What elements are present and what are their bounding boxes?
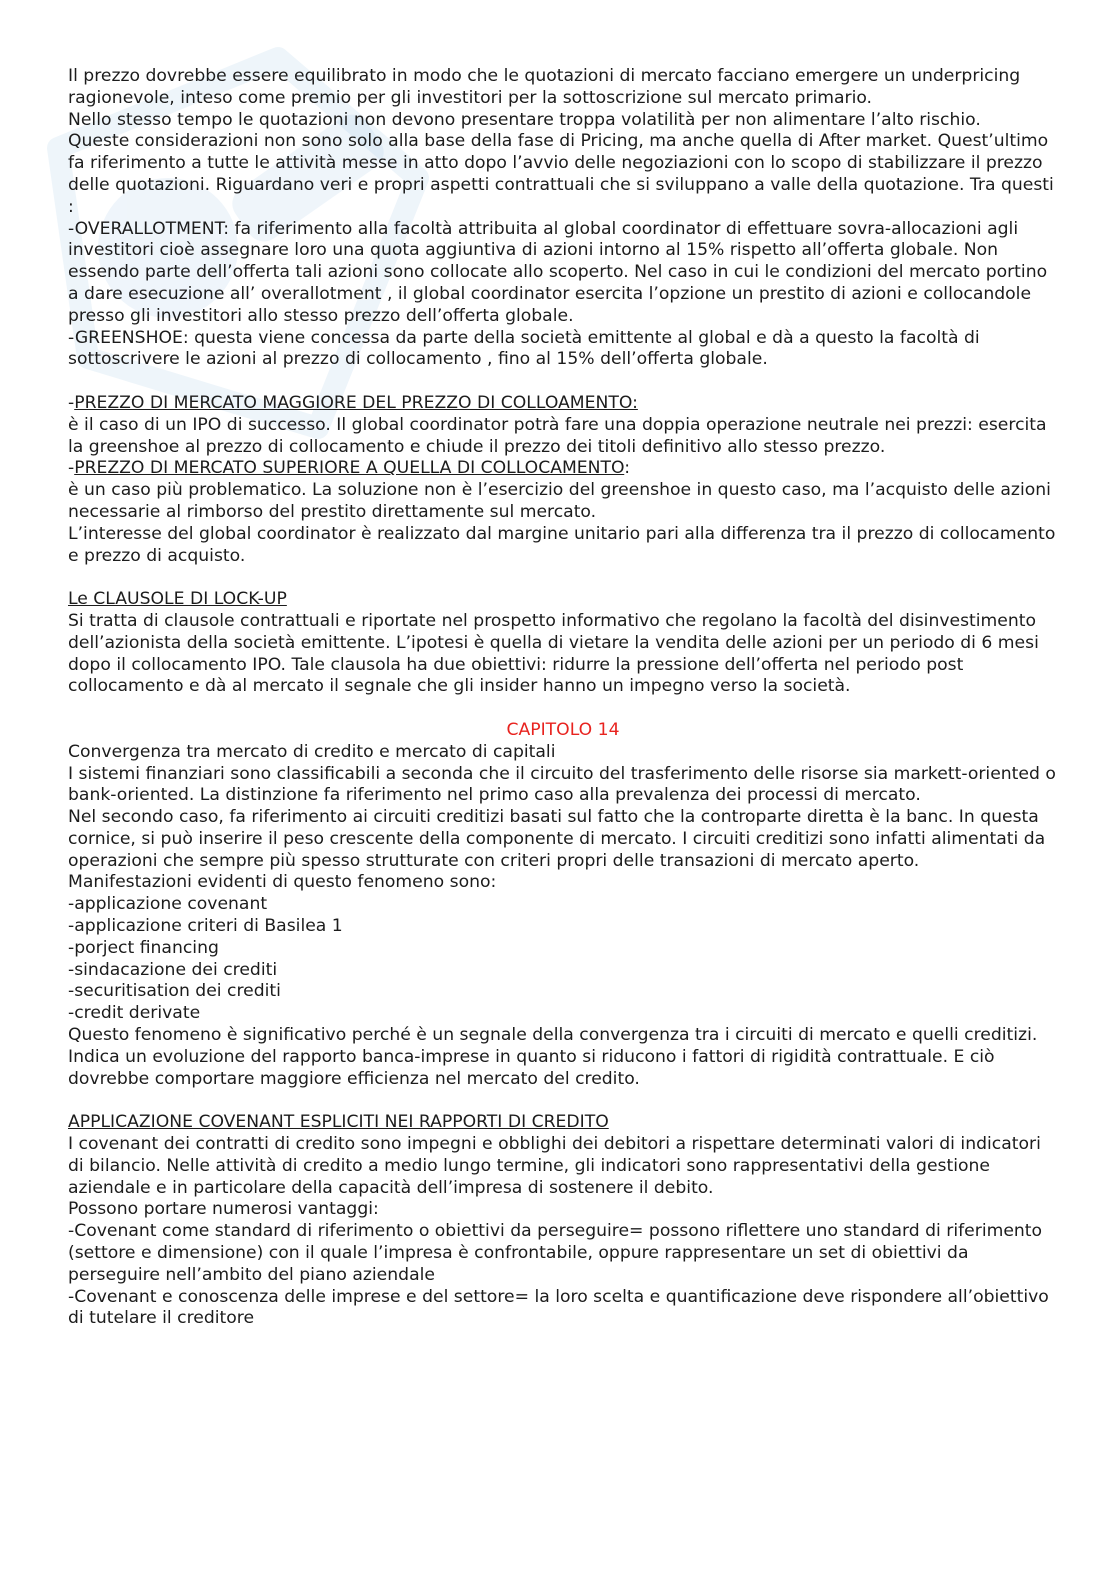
paragraph: -Covenant e conoscenza delle imprese e del settore= la loro scelta e quantificazione deve rispondere all’obiettivo di tutelare il creditore	[68, 1286, 1049, 1329]
paragraph: -applicazione covenant	[68, 894, 268, 915]
paragraph: -securitisation dei crediti	[68, 981, 281, 1002]
heading-prefix: -	[68, 458, 75, 479]
paragraph: -applicazione criteri di Basilea 1	[68, 916, 343, 937]
blank-line	[68, 1090, 1058, 1112]
paragraph: Convergenza tra mercato di credito e mercato di capitali	[68, 741, 556, 762]
paragraph: Nello stesso tempo le quotazioni non devono presentare troppa volatilità per non alimentare l’alto rischio.	[68, 109, 981, 130]
paragraph: Il prezzo dovrebbe essere equilibrato in modo che le quotazioni di mercato facciano emergere un underpricing ragionevole, inteso come premio per gli investitori per la sottoscrizione sul mercato primario.	[68, 66, 1021, 108]
paragraph: Indica un evoluzione del rapporto banca-imprese in quanto si riducono i fattori di rigidità contrattuale. E ciò dovrebbe comportare maggiore efficienza nel mercato del credito.	[68, 1046, 995, 1089]
blank-line	[68, 698, 1058, 720]
paragraph: -GREENSHOE: questa viene concessa da parte della società emittente al global e dà a questo la facoltà di sottoscrivere le azioni al prezzo di collocamento , fino al 15% dell’offerta globale.	[68, 327, 980, 370]
paragraph: Nel secondo caso, fa riferimento ai circuiti creditizi basati sul fatto che la controparte diretta è la banc. In questa cornice, si può inserire il peso crescente della componente di mercato. I circuiti creditizi sono infatti alimentati da operazioni che sempre più spesso strutturate con criteri propri delle transazioni di mercato aperto.	[68, 807, 1046, 871]
paragraph: Questo fenomeno è significativo perché è un segnale della convergenza tra i circuiti di mercato e quelli creditizi.	[68, 1025, 1038, 1046]
blank-line	[68, 371, 1058, 393]
heading-suffix: :	[624, 458, 631, 479]
section-heading	[68, 1112, 1058, 1134]
paragraph: I sistemi finanziari sono classificabili a seconda che il circuito del trasferimento delle risorse sia markett-oriented o bank-oriented. La distinzione fa riferimento nel primo caso alla prevalenza dei processi di mercato.	[68, 763, 1056, 806]
paragraph: Possono portare numerosi vantaggi:	[68, 1199, 379, 1220]
paragraph: Queste considerazioni non sono solo alla base della fase di Pricing, ma anche quella di After market. Quest’ultimo fa riferimento a tutte le attività messe in atto dopo l’avvio delle negoziazioni con lo scopo di stabilizzare il prezzo delle quotazioni. Riguardano veri e propri aspetti contrattuali che si sviluppano a valle della quotazione. Tra questi :	[68, 131, 1054, 217]
paragraph: L’interesse del global coordinator è realizzato dal margine unitario pari alla differenza tra il prezzo di collocamento e prezzo di acquisto.	[68, 523, 1056, 566]
heading-prefix: -	[68, 392, 75, 413]
paragraph: -credit derivate	[68, 1003, 201, 1024]
document-page	[68, 66, 1058, 1330]
section-heading	[68, 589, 1058, 611]
paragraph: -porject financing	[68, 937, 219, 958]
paragraph: -Covenant come standard di riferimento o obiettivi da perseguire= possono riflettere uno standard di riferimento (settore e dimensione) con il quale l’impresa è confrontabile, oppure rappresentare un set di obiettivi da perseguire nell’ambito del piano aziendale	[68, 1221, 1043, 1285]
section-heading	[68, 458, 1058, 480]
paragraph: Si tratta di clausole contrattuali e riportate nel prospetto informativo che regolano la facoltà del disinvestimento dell’azionista della società emittente. L’ipotesi è quella di vietare la vendita delle azioni per un periodo di 6 mesi dopo il collocamento IPO. Tale clausola ha due obiettivi: ridurre la pressione dell’offerta nel periodo post collocamento e dà al mercato il segnale che gli insider hanno un impegno verso la società.	[68, 610, 1039, 697]
paragraph: è il caso di un IPO di successo. Il global coordinator potrà fare una doppia operazione neutrale nei prezzi: esercita la greenshoe al prezzo di collocamento e chiude il prezzo dei titoli definitivo allo stesso prezzo.	[68, 414, 1047, 457]
blank-line	[68, 567, 1058, 589]
paragraph: -sindacazione dei crediti	[68, 959, 278, 980]
section-heading	[68, 393, 1058, 415]
heading-underlined-text: APPLICAZIONE COVENANT ESPLICITI NEI RAPPORTI DI CREDITO	[68, 1112, 609, 1133]
heading-underlined-text: Le CLAUSOLE DI LOCK-UP	[68, 589, 287, 610]
chapter-heading: CAPITOLO 14	[506, 719, 620, 740]
paragraph: è un caso più problematico. La soluzione non è l’esercizio del greenshoe in questo caso, ma l’acquisto delle azioni necessarie al rimborso del prestito direttamente sul mercato.	[68, 480, 1051, 522]
heading-underlined-text: PREZZO DI MERCATO MAGGIORE DEL PREZZO DI COLLOAMENTO:	[74, 392, 638, 413]
paragraph: I covenant dei contratti di credito sono impegni e obblighi dei debitori a rispettare determinati valori di indicatori di bilancio. Nelle attività di credito a medio lungo termine, gli indicatori sono rappresentativi della gestione aziendale e in particolare della capacità dell’impresa di sostenere il debito.	[68, 1134, 1041, 1198]
paragraph: -OVERALLOTMENT: fa riferimento alla facoltà attribuita al global coordinator di effettuare sovra-allocazioni agli investitori cioè assegnare loro una quota aggiuntiva di azioni intorno al 15% rispetto all’offerta globale. Non essendo parte dell’offerta tali azioni sono collocate allo scoperto. Nel caso in cui le condizioni del mercato portino a dare esecuzione all’ overallotment , il global coordinator esercita l’opzione un prestito di azioni e collocandole presso gli investitori allo stesso prezzo dell’offerta globale.	[68, 218, 1048, 326]
paragraph: Manifestazioni evidenti di questo fenomeno sono:	[68, 872, 497, 893]
heading-underlined-text: PREZZO DI MERCATO SUPERIORE A QUELLA DI COLLOCAMENTO	[74, 458, 625, 479]
